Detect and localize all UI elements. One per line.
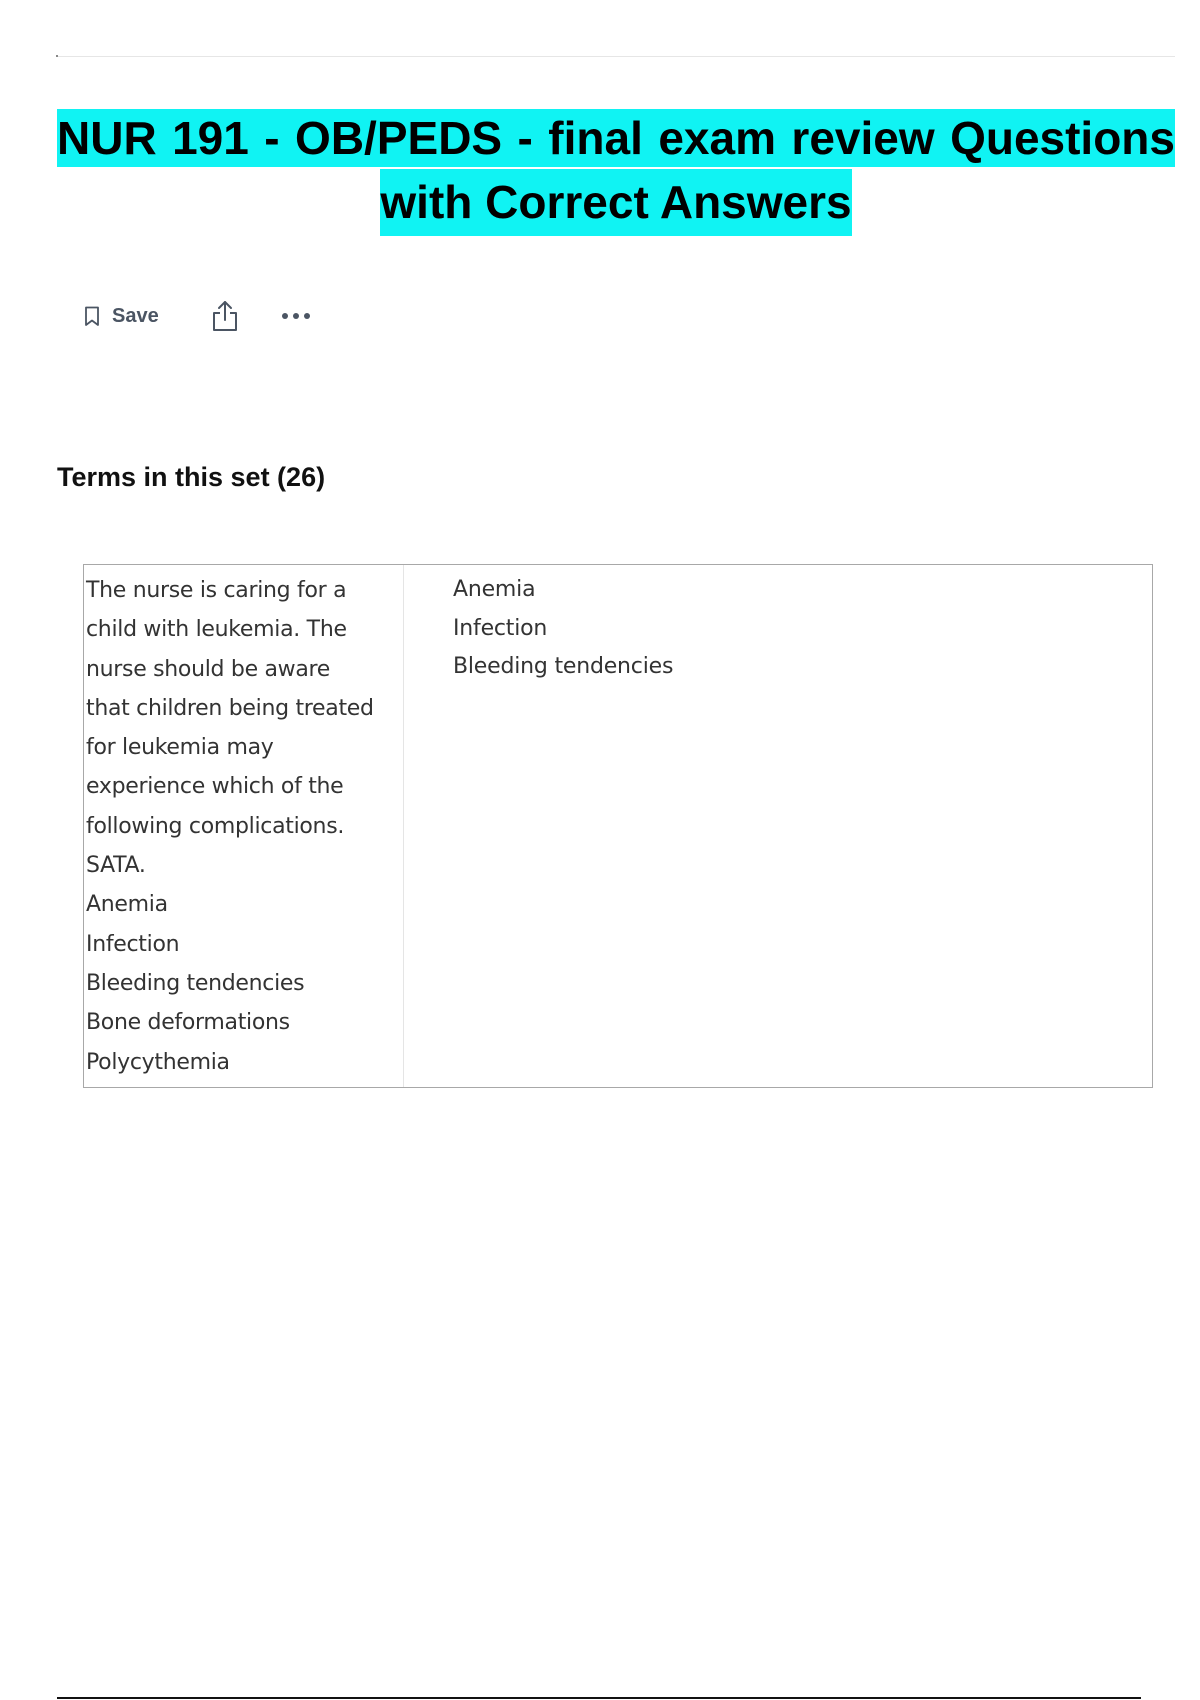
term-line: experience which of the — [86, 774, 344, 800]
term-line: Polycythemia — [86, 1049, 230, 1075]
term-line: Bone deformations — [86, 1010, 290, 1036]
term-line: for leukemia may — [86, 735, 274, 761]
term-line: Anemia — [86, 892, 168, 918]
definition-line: Anemia — [453, 577, 536, 602]
save-button[interactable] — [84, 305, 159, 328]
bookmark-icon — [84, 306, 100, 327]
term-line: SATA. — [86, 853, 146, 879]
toolbar — [84, 296, 311, 336]
card-term — [84, 565, 404, 1087]
definition-line: Infection — [453, 615, 548, 641]
more-options-button[interactable] — [281, 312, 311, 320]
page-mark — [56, 55, 58, 57]
term-line: Infection — [86, 931, 180, 957]
term-line: The nurse is caring for a — [86, 578, 347, 603]
title-line-1-text: NUR 191 - OB/PEDS - final exam review Questions — [57, 109, 1175, 167]
share-button[interactable] — [211, 300, 239, 332]
definition-line: Bleeding tendencies — [453, 654, 674, 679]
more-icon — [281, 312, 311, 320]
bottom-divider — [57, 1697, 1141, 1699]
title-line-2: with Correct Answers — [380, 169, 851, 236]
share-icon — [211, 300, 239, 332]
term-line: following complications. — [86, 813, 345, 839]
page-title — [57, 108, 1175, 236]
card-definition — [404, 565, 673, 1087]
title-line-1 — [57, 108, 1175, 169]
term-line: nurse should be aware — [86, 656, 331, 682]
top-divider — [57, 56, 1175, 57]
terms-heading: Terms in this set (26) — [57, 462, 326, 492]
term-line: that children being treated — [86, 695, 374, 721]
flashcard — [83, 564, 1153, 1088]
term-line: child with leukemia. The — [86, 617, 347, 643]
save-label: Save — [112, 304, 159, 327]
term-line: Bleeding tendencies — [86, 970, 305, 996]
